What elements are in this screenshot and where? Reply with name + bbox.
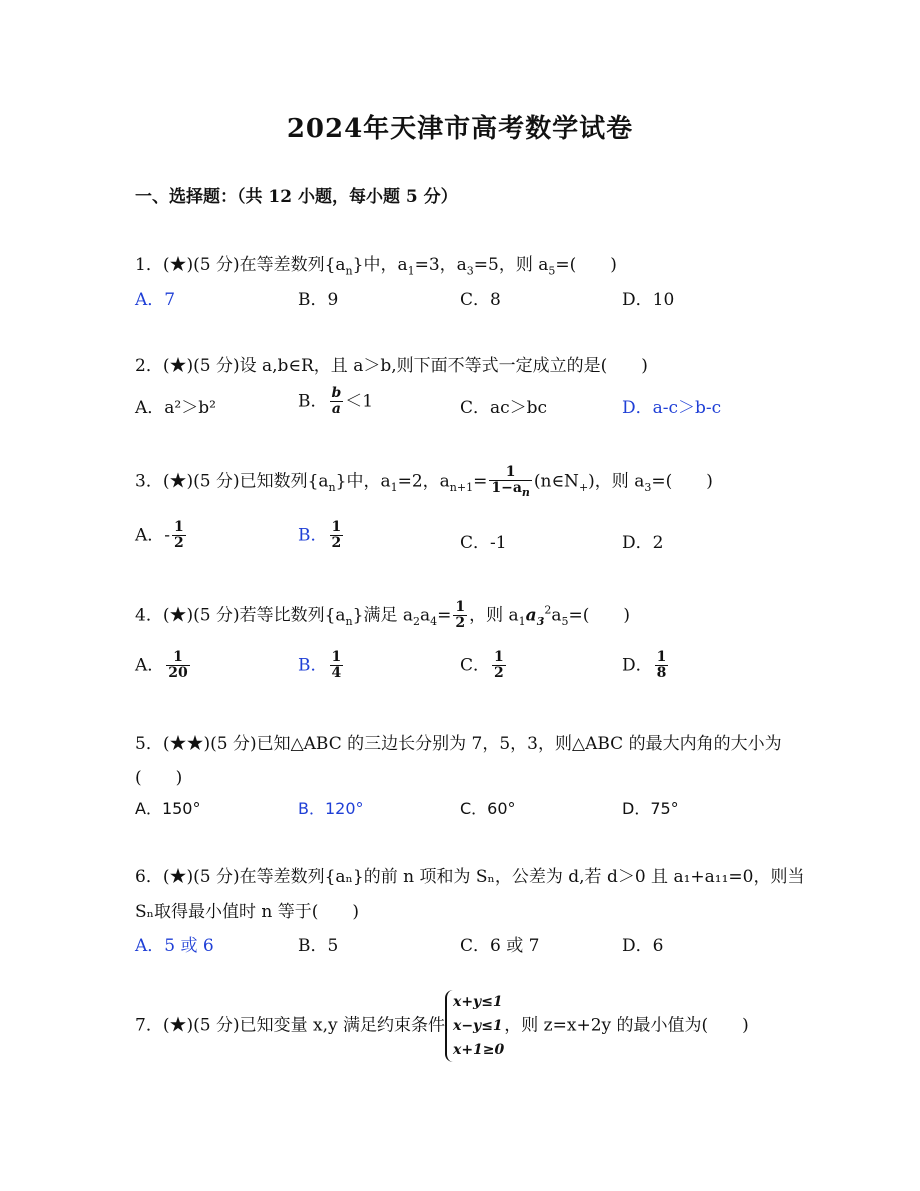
q5-option-c[interactable]: C．60° — [460, 799, 516, 818]
page-title: 2024年天津市高考数学试卷 — [286, 114, 634, 144]
fraction: $\frac{1}{1-a_n}$ — [491, 464, 530, 500]
q2-option-b[interactable]: B． $\frac{b}{a}$ ＜1 — [298, 385, 374, 418]
q6-option-b[interactable]: B．5 — [298, 936, 339, 956]
q3-option-a[interactable]: A．- $\frac{1}{2}$ — [135, 519, 184, 552]
question-6-cont: Sₙ取得最小值时 n 等于( ) — [135, 902, 360, 922]
q4-option-c[interactable]: C． $\frac{1}{2}$ — [460, 649, 504, 682]
q4-option-a[interactable]: A． $\frac{1}{20}$ — [135, 649, 188, 682]
q2-option-d[interactable]: D．a-c＞b-c — [622, 398, 722, 418]
question-6: 6．(★)(5 分)在等差数列{aₙ}的前 n 项和为 Sₙ，公差为 d,若 d＞0 且 a₁+a₁₁=0，则当 — [135, 867, 805, 887]
fraction: $\frac{1}{2}$ — [494, 649, 504, 682]
question-4: 4．(★)(5 分)若等比数列$\{a_n\}$满足 $a_2a_4=$ $\frac{1}{2}$ ，则 $a_1a_3^2a_5=$( ) — [135, 599, 630, 632]
q2-option-a[interactable]: A．a²＞b² — [135, 398, 216, 418]
q3-option-b[interactable]: B． $\frac{1}{2}$ — [298, 519, 342, 552]
q2-option-c[interactable]: C．ac＞bc — [460, 398, 548, 418]
fraction: $\frac{1}{2}$ — [455, 599, 466, 632]
q-num: 1． — [135, 255, 163, 275]
question-5-cont: ( ) — [135, 768, 183, 788]
constraint-system: x+y≤1 x−y≤1 x+1≥0 — [445, 990, 504, 1062]
fraction: $\frac{1}{2}$ — [174, 519, 184, 552]
q5-option-b[interactable]: B．120° — [298, 799, 364, 818]
fraction: $\frac{b}{a}$ — [331, 385, 342, 418]
question-1: 1．(★)(5 分)在等差数列$\{a_n\}$中，$a_1=3$，$a_3=5$，则 $a_5=$( ) — [135, 255, 617, 278]
fraction: $\frac{1}{2}$ — [331, 519, 342, 552]
q4-option-d[interactable]: D． $\frac{1}{8}$ — [622, 649, 667, 682]
q3-option-d[interactable]: D．2 — [622, 533, 664, 553]
q6-option-d[interactable]: D．6 — [622, 936, 664, 956]
q3-option-c[interactable]: C．-1 — [460, 533, 507, 553]
fraction: $\frac{1}{8}$ — [656, 649, 667, 682]
q6-option-c[interactable]: C．6 或 7 — [460, 936, 540, 956]
question-7: 7．(★)(5 分)已知变量 x,y 满足约束条件 x+y≤1 x−y≤1 x+1≥0 ，则 z=x+2y 的最小值为( ) — [135, 990, 749, 1062]
fraction: $\frac{1}{4}$ — [331, 649, 342, 682]
q5-option-a[interactable]: A．150° — [135, 799, 201, 818]
q1-option-b[interactable]: B．9 — [298, 290, 339, 310]
q4-option-b[interactable]: B． $\frac{1}{4}$ — [298, 649, 342, 682]
q1-option-c[interactable]: C．8 — [460, 290, 501, 310]
q-tag: (★)(5 分) — [162, 255, 240, 275]
section-heading: 一、选择题：（共 12 小题，每小题 5 分） — [135, 187, 458, 207]
question-5: 5．(★★)(5 分)已知△ABC 的三边长分别为 7，5，3，则△ABC 的最大内角的大小为 — [135, 734, 782, 754]
fraction: $\frac{1}{20}$ — [168, 649, 188, 682]
q6-option-a[interactable]: A．5 或 6 — [135, 936, 214, 956]
q5-option-d[interactable]: D．75° — [622, 799, 679, 818]
q1-option-a[interactable]: A．7 — [135, 290, 176, 310]
q1-option-d[interactable]: D．10 — [622, 290, 675, 310]
question-3: 3．(★)(5 分)已知数列$\{a_n\}$中，$a_1=2$，$a_{n+1}=$ $\frac{1}{1-a_n}$ $(n\in N_+)$，则 $a_3=$( ) — [135, 464, 713, 500]
question-2: 2．(★)(5 分)设 a,b∈R，且 a＞b,则下面不等式一定成立的是( ) — [135, 356, 648, 376]
